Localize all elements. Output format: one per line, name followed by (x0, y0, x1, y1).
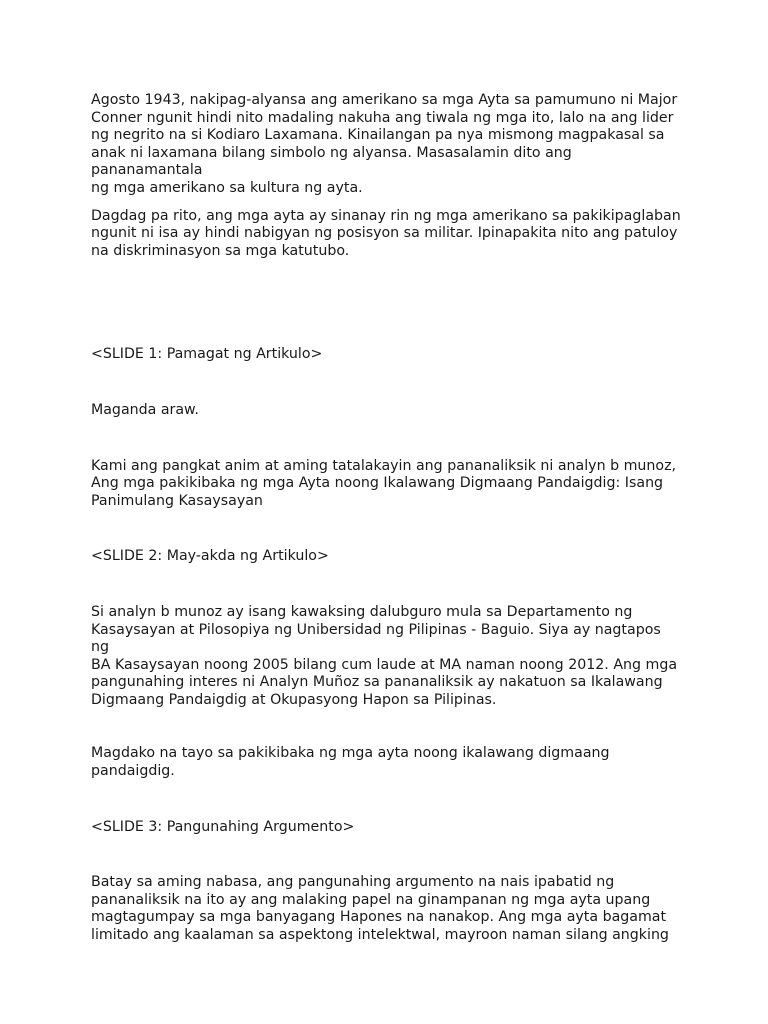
document-page (91, 92, 681, 945)
transition-paragraph: Magdako na tayo sa pakikibaka ng mga ayta noong ikalawang digmaang pandaigdig. (91, 745, 610, 780)
paragraph-intro-1: Agosto 1943, nakipag-alyansa ang amerikano sa mga Ayta sa pamumuno ni Major Conner ngunit hindi nito madaling nakuha ang tiwala ng mga ito, lalo na ang lider ng negrito na si Kodiaro Laxamana. Kinailangan pa nya mismong magpakasal sa anak ni laxamana bilang simbolo ng alyansa. Masasalamin dito ang pananamantala ng mga amerikano sa kultura ng ayta. (91, 92, 678, 196)
slide-3-body: Batay sa aming nabasa, ang pangunahing argumento na nais ipabatid ng pananaliksik na ito ay ang malaking papel na ginampanan ng mga ayta upang magtagumpay sa mga banyagang Hapones na nanakop. Ang mga ayta bagamat limitado ang kaalaman sa aspektong intelektwal, mayroon naman silang angking (91, 874, 669, 944)
slide-1-body: Kami ang pangkat anim at aming tatalakayin ang pananaliksik ni analyn b munoz, Ang mga pakikibaka ng mga Ayta noong Ikalawang Digmaang Pandaigdig: Isang Panimulang Kasaysayan (91, 457, 677, 509)
slide-1-heading: <SLIDE 1: Pamagat ng Artikulo> (91, 346, 323, 363)
slide-2-heading: <SLIDE 2: May-akda ng Artikulo> (91, 548, 329, 565)
paragraph-intro-2: Dagdag pa rito, ang mga ayta ay sinanay rin ng mga amerikano sa pakikipaglaban ngunit ni isa ay hindi nabigyan ng posisyon sa militar. Ipinapakita nito ang patuloy na diskriminasyon sa mga katutubo. (91, 207, 681, 259)
slide-2-body: Si analyn b munoz ay isang kawaksing dalubguro mula sa Departamento ng Kasaysayan at Pilosopiya ng Unibersidad ng Pilipinas - Baguio. Siya ay nagtapos ng BA Kasaysayan noong 2005 bilang cum laude at MA naman noong 2012. Ang mga pangunahing interes ni Analyn Muñoz sa pananaliksik ay nakatuon sa Ikalawang Digmaang Pandaigdig at Okupasyong Hapon sa Pilipinas. (91, 603, 678, 708)
greeting-paragraph: Maganda araw. (91, 401, 199, 418)
slide-3-heading: <SLIDE 3: Pangunahing Argumento> (91, 818, 355, 835)
